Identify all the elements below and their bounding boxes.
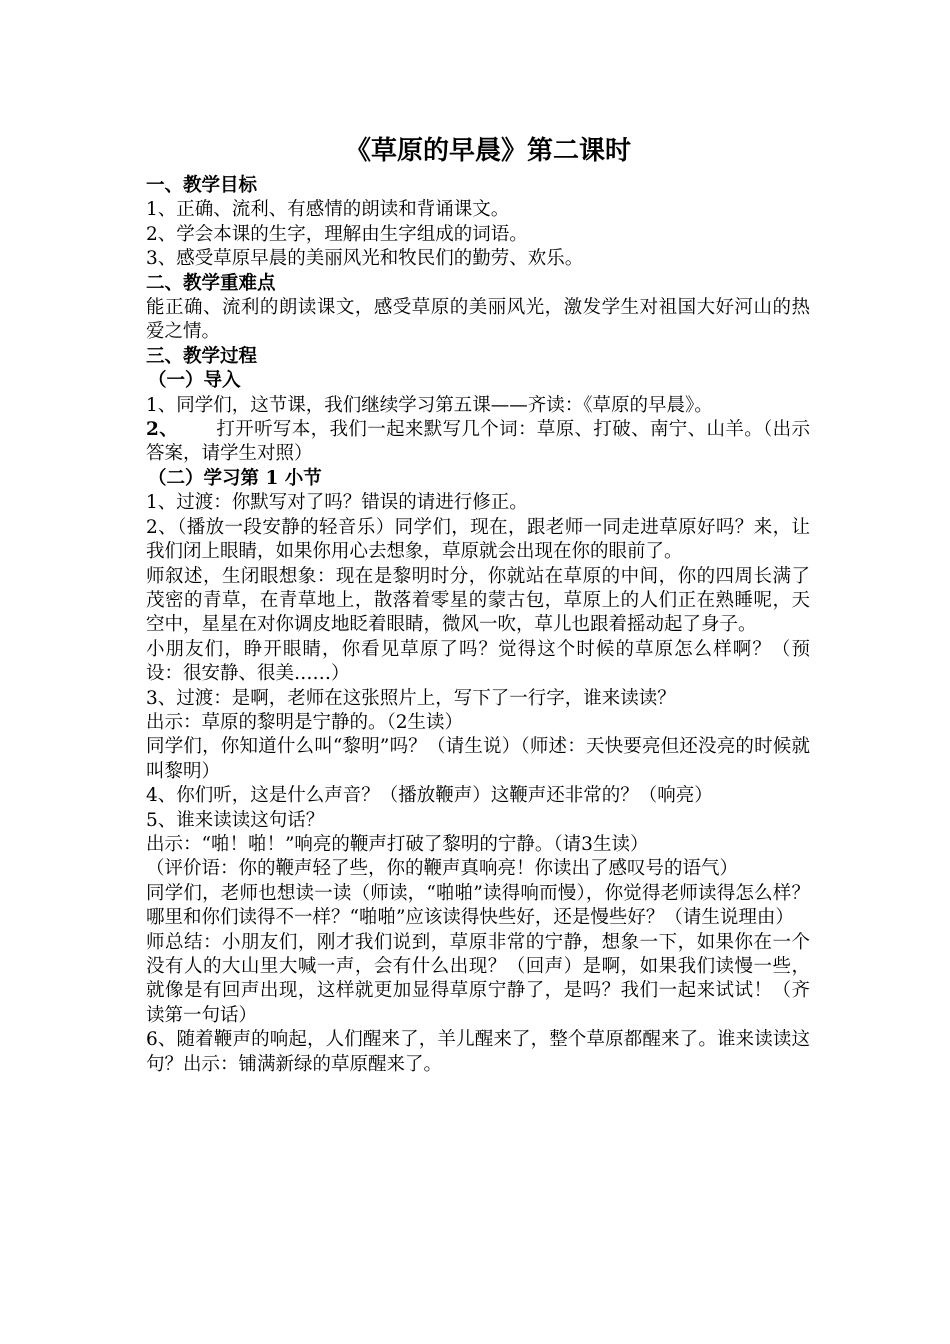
paragraph: 同学们，老师也想读一读（师读，“啪啪”读得响而慢），你觉得老师读得怎么样？哪里和你们读得不一样？“啪啪”应该读得快些好，还是慢些好？（请生说理由） [146,882,810,929]
paragraph: 师叙述，生闭眼想象：现在是黎明时分，你就站在草原的中间，你的四周长满了茂密的青草，在青草地上，散落着零星的蒙古包，草原上的人们正在熟睡呢，天空中，星星在对你调皮地眨着眼睛，微风一吹，草儿也跟着摇动起了身子。 [146,565,810,636]
objective-item: 2、学会本课的生字，理解由生字组成的词语。 [146,223,528,245]
paragraph: 4、你们听，这是什么声音？（播放鞭声）这鞭声还非常的？（响亮） [146,785,713,807]
paragraph: 5、谁来读读这句话？ [146,809,325,831]
paragraph: 同学们，你知道什么叫“黎明”吗？（请生说）（师述：天快要亮但还没亮的时候就叫黎明） [146,736,810,782]
paragraph: 出示：“啪！啪！”响亮的鞭声打破了黎明的宁静。（请3生读） [146,833,649,855]
document-title: 《草原的早晨》第二课时 [344,136,631,166]
paragraph: 1、过渡：你默写对了吗？错误的请进行修正。 [146,492,528,514]
subsection-heading-intro: （一）导入 [148,370,241,392]
paragraph-text: 打开听写本，我们一起来默写几个词：草原、打破、南宁、山羊。（出示答案，请学生对照） [146,419,810,465]
section-heading-key-points: 二、教学重难点 [146,272,276,294]
objective-item: 1、正确、流利、有感情的朗读和背诵课文。 [146,199,510,221]
paragraph: 小朋友们，睁开眼睛，你看见草原了吗？觉得这个时候的草原怎么样啊？（预设：很安静、很美……） [146,638,810,685]
document-page [146,134,810,1077]
section-heading-objectives: 一、教学目标 [146,175,258,196]
paragraph: 出示：草原的黎明是宁静的。（2生读） [146,711,464,733]
paragraph: 3、过渡：是啊，老师在这张照片上，写下了一行字，谁来读读？ [146,687,676,709]
list-number: 2、 [146,419,179,441]
paragraph: 师总结：小朋友们，刚才我们说到，草原非常的宁静，想象一下，如果你在一个没有人的大山里大喊一声，会有什么出现？（回声）是啊，如果我们读慢一些，就像是有回声出现，这样就更加显得草原宁静了，是吗？我们一起来试试！（齐读第一句话） [146,931,810,1026]
key-points-paragraph: 能正确、流利的朗读课文，感受草原的美丽风光，激发学生对祖国大好河山的热爱之情。 [146,297,810,343]
subsection-heading-section1: （二）学习第 1 小节 [148,467,322,489]
paragraph: （评价语：你的鞭声轻了些，你的鞭声真响亮！你读出了感叹号的语气） [146,858,739,880]
paragraph: 6、随着鞭声的响起，人们醒来了，羊儿醒来了，整个草原都醒来了。谁来读读这句？出示：铺满新绿的草原醒来了。 [146,1029,810,1075]
objective-item: 3、感受草原早晨的美丽风光和牧民们的勤劳、欢乐。 [146,248,584,270]
section-heading-process: 三、教学过程 [146,345,258,367]
paragraph: 2、（播放一段安静的轻音乐）同学们，现在，跟老师一同走进草原好吗？来，让我们闭上眼睛，如果你用心去想象，草原就会出现在你的眼前了。 [146,516,810,563]
paragraph: 1、同学们，这节课，我们继续学习第五课——齐读：《草原的早晨》。 [146,394,713,416]
paragraph [146,418,810,467]
